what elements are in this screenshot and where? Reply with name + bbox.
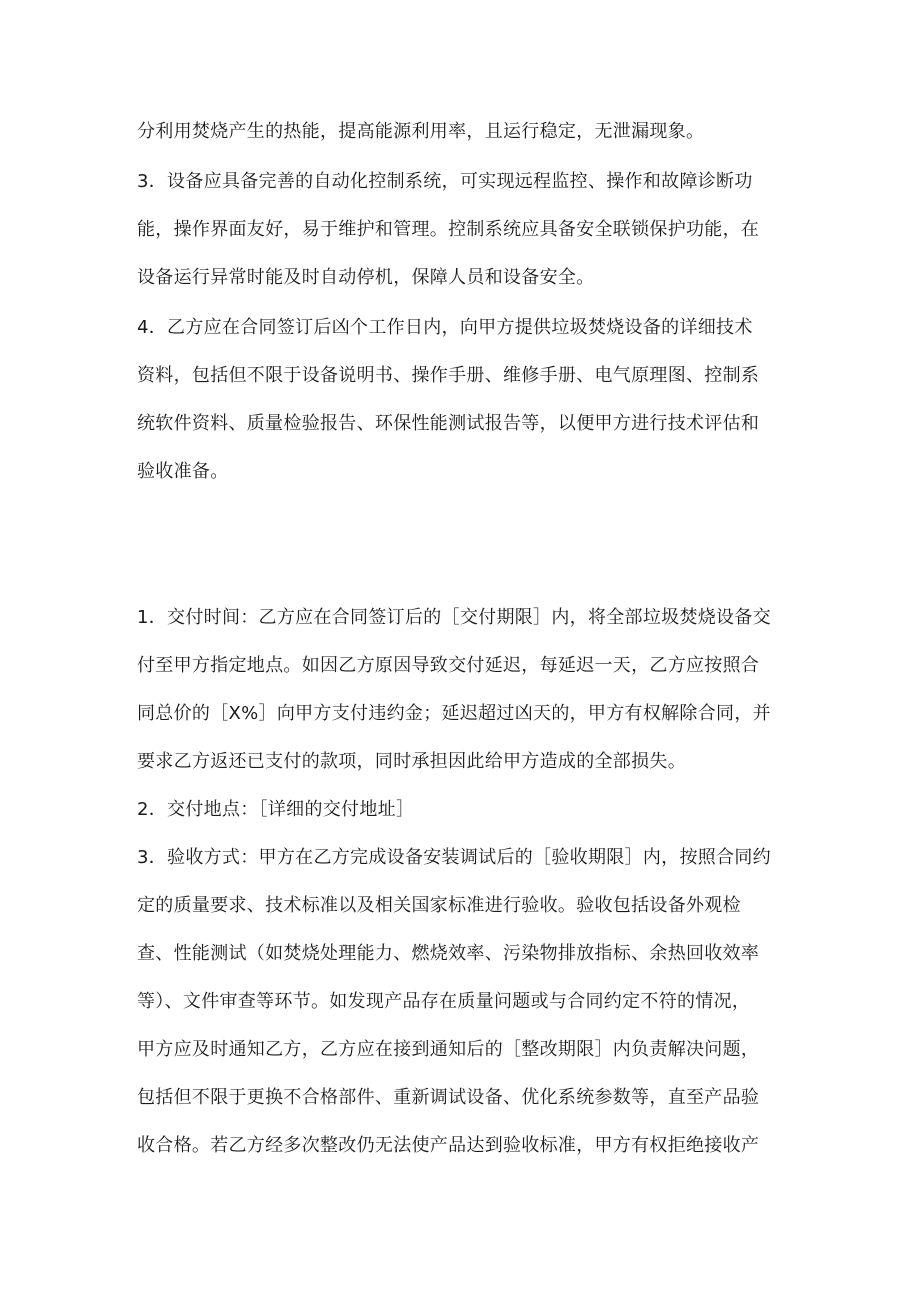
text-line: 查、性能测试（如焚烧处理能力、燃烧效率、污染物排放指标、余热回收效率 [137,943,760,964]
text-line: 统软件资料、质量检验报告、环保性能测试报告等，以便甲方进行技术评估和 [137,413,760,434]
text-line: 1．交付时间：乙方应在合同签订后的［交付期限］内，将全部垃圾焚烧设备交 [137,607,771,628]
text-line: 分利用焚烧产生的热能，提高能源利用率，且运行稳定，无泄漏现象。 [137,121,705,142]
text-line: 资料，包括但不限于设备说明书、操作手册、维修手册、电气原理图、控制系 [137,365,760,386]
text-line: 验收准备。 [137,461,229,482]
text-line: 付至甲方指定地点。如因乙方原因导致交付延迟，每延迟一天，乙方应按照合 [137,655,760,676]
text-line: 要求乙方返还已支付的款项，同时承担因此给甲方造成的全部损失。 [137,751,686,772]
text-line: 3．设备应具备完善的自动化控制系统，可实现远程监控、操作和故障诊断功 [137,171,753,192]
text-line: 收合格。若乙方经多次整改仍无法使产品达到验收标准，甲方有权拒绝接收产 [137,1135,760,1156]
text-line: 定的质量要求、技术标准以及相关国家标准进行验收。验收包括设备外观检 [137,895,741,916]
text-line: 等）、文件审查等环节。如发现产品存在质量问题或与合同约定不符的情况， [137,991,751,1012]
text-line: 包括但不限于更换不合格部件、重新调试设备、优化系统参数等，直至产品验 [137,1087,760,1108]
text-line: 能，操作界面友好，易于维护和管理。控制系统应具备安全联锁保护功能，在 [137,219,760,240]
text-line: 同总价的［X%］向甲方支付违约金；延迟超过凶天的，甲方有权解除合同，并 [137,703,771,724]
text-line: 3．验收方式：甲方在乙方完成设备安装调试后的［验收期限］内，按照合同约 [137,847,771,868]
text-line: 4．乙方应在合同签订后凶个工作日内，向甲方提供垃圾焚烧设备的详细技术 [137,317,753,338]
text-line: 设备运行异常时能及时自动停机，保障人员和设备安全。 [137,267,595,288]
text-line: 2．交付地点：［详细的交付地址］ [137,799,415,820]
text-line: 甲方应及时通知乙方，乙方应在接到通知后的［整改期限］内负责解决问题， [137,1039,760,1060]
